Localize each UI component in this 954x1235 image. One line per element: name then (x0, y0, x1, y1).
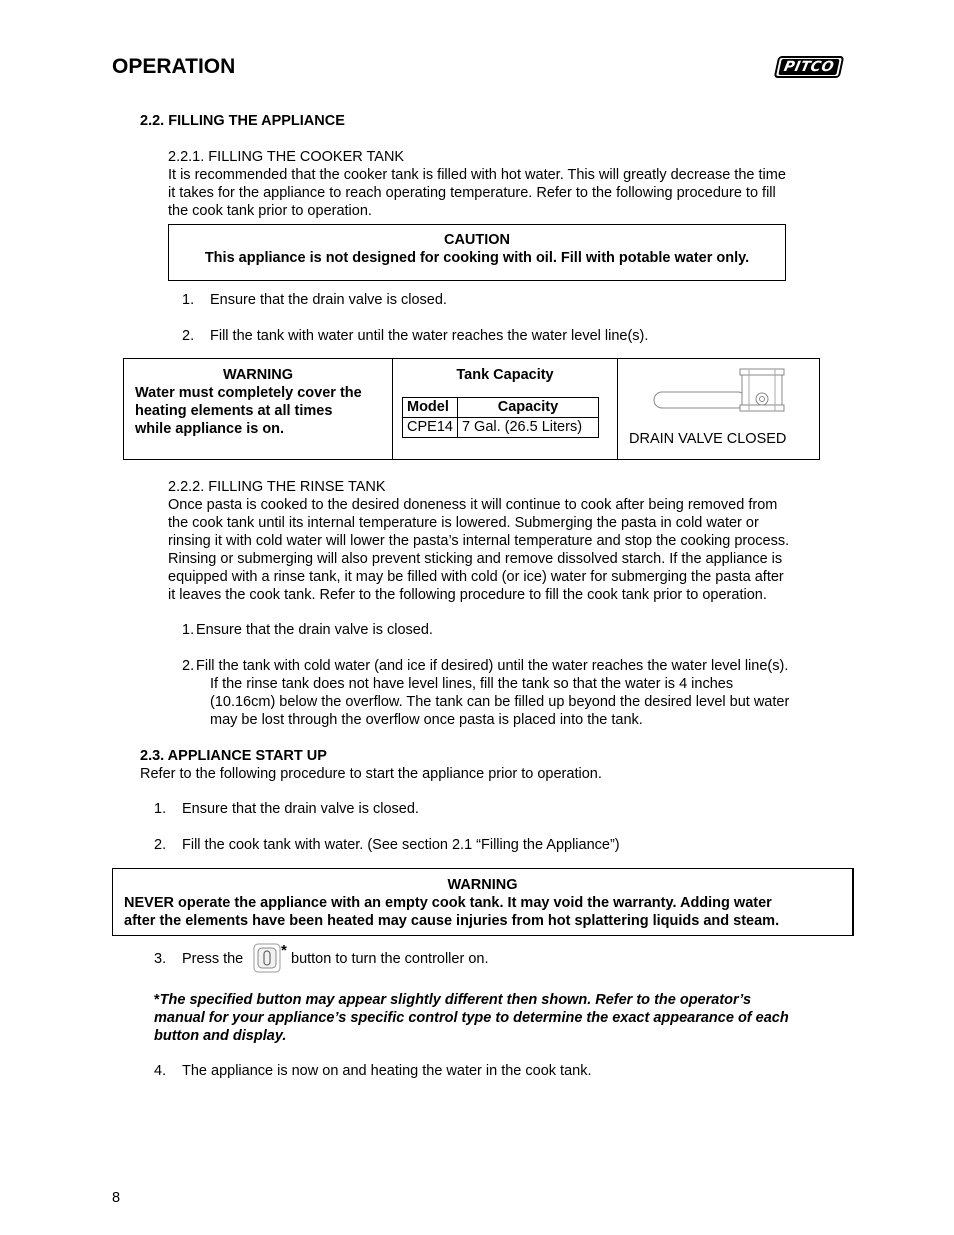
step-text: Fill the tank with water until the water reaches the water level line(s). (210, 328, 649, 344)
step-text: Press the (182, 951, 244, 967)
paragraph-line: rinsing it with cold water will lower the pasta’s internal temperature and stop the cooking process. (168, 533, 790, 549)
pitco-logo (774, 56, 845, 78)
caution-title: CAUTION (443, 232, 511, 248)
warning-line: after the elements have been heated may cause injuries from hot splattering liquids and steam. (124, 913, 780, 929)
section-2-2-heading: 2.2. FILLING THE APPLIANCE (140, 113, 345, 129)
step-text: The appliance is now on and heating the water in the cook tank. (182, 1063, 592, 1079)
step-text-continued (210, 675, 789, 729)
warning-line: NEVER operate the appliance with an empty cook tank. It may void the warranty. Adding water (124, 895, 772, 911)
logo-text: PITCO (778, 59, 839, 75)
capacity-cell: CPE14 (403, 418, 458, 438)
paragraph-line: equipped with a rinse tank, it may be filled with cold (or ice) water for submerging the pasta after (168, 569, 784, 585)
step-num: 3. (154, 951, 167, 967)
note-line: manual for your appliance’s specific control type to determine the exact appearance of each (154, 1010, 789, 1026)
section-2-3-heading: 2.3. APPLIANCE START UP (140, 748, 327, 764)
paragraph-line: If the rinse tank does not have level lines, fill the tank so that the water is 4 inches (210, 676, 734, 692)
note-star: * (154, 992, 160, 1008)
step-num: 1. (182, 622, 195, 638)
warning-title: WARNING (222, 367, 294, 383)
capacity-header-model: Model (403, 398, 458, 418)
paragraph-line: it leaves the cook tank. Refer to the following procedure to fill the cook tank prior to operation. (168, 587, 767, 603)
step-text: button to turn the controller on. (291, 951, 489, 967)
step-text: Fill the tank with cold water (and ice if desired) until the water reaches the water level line(s). (196, 658, 789, 674)
step-text: Ensure that the drain valve is closed. (210, 292, 447, 308)
caution-text: This appliance is not designed for cooking with oil. Fill with potable water only. (204, 250, 750, 266)
section-2-2-1-heading: 2.2.1. FILLING THE COOKER TANK (168, 149, 405, 165)
capacity-header-capacity: Capacity (457, 398, 598, 418)
caution-box (168, 224, 786, 281)
section-2-2-1-paragraph (168, 166, 786, 220)
paragraph-line: the cook tank until its internal temperature is lowered. Submerging the pasta in cold water or (168, 515, 759, 531)
table-divider (617, 359, 618, 459)
step-num: 2. (182, 328, 195, 344)
paragraph-line: Rinsing or submerging will also prevent sticking and remove dissolved starch. If the appliance is (168, 551, 783, 567)
warning-text (135, 384, 362, 438)
step-text: Ensure that the drain valve is closed. (196, 622, 433, 638)
paragraph-line: (10.16cm) below the overflow. The tank can be filled up beyond the desired level but water (210, 694, 790, 710)
step-text: Fill the cook tank with water. (See section 2.1 “Filling the Appliance”) (182, 837, 620, 853)
paragraph-line: the cook tank prior to operation. (168, 203, 372, 219)
tank-capacity-title: Tank Capacity (456, 367, 554, 383)
paragraph-line: it takes for the appliance to reach operating temperature. Refer to the following procedure to fill (168, 185, 776, 201)
step-num: 2. (154, 837, 167, 853)
warning-line: while appliance is on. (135, 421, 285, 437)
step-num: 2. (182, 658, 195, 674)
note-line: The specified button may appear slightly different then shown. Refer to the operator’s (159, 992, 752, 1008)
paragraph-line: It is recommended that the cooker tank is filled with hot water. This will greatly decrease the time (168, 167, 786, 183)
note-line: button and display. (154, 1028, 287, 1044)
step-num: 4. (154, 1063, 167, 1079)
drain-valve-label: DRAIN VALVE CLOSED (629, 431, 787, 447)
paragraph-line: Once pasta is cooked to the desired doneness it will continue to cook after being removed from (168, 497, 778, 513)
warning-line: heating elements at all times (135, 403, 333, 419)
step-num: 1. (182, 292, 195, 308)
info-table (123, 358, 820, 460)
section-2-2-2-paragraph (168, 496, 789, 604)
drain-valve-closed-icon (652, 365, 788, 415)
power-button-icon (253, 943, 281, 973)
warning-title: WARNING (447, 877, 518, 893)
capacity-table (402, 397, 599, 438)
capacity-cell: 7 Gal. (26.5 Liters) (457, 418, 598, 438)
warning-box (112, 868, 854, 936)
paragraph-line: may be lost through the overflow once pasta is placed into the tank. (210, 712, 643, 728)
step-num: 1. (154, 801, 167, 817)
page-title: OPERATION (112, 55, 236, 78)
button-note (154, 991, 789, 1045)
page-number: 8 (112, 1190, 121, 1206)
asterisk: * (281, 942, 287, 959)
step-text: Ensure that the drain valve is closed. (182, 801, 419, 817)
section-2-2-2-heading: 2.2.2. FILLING THE RINSE TANK (168, 479, 386, 495)
section-2-3-intro: Refer to the following procedure to start the appliance prior to operation. (140, 766, 602, 782)
warning-line: Water must completely cover the (135, 385, 362, 401)
